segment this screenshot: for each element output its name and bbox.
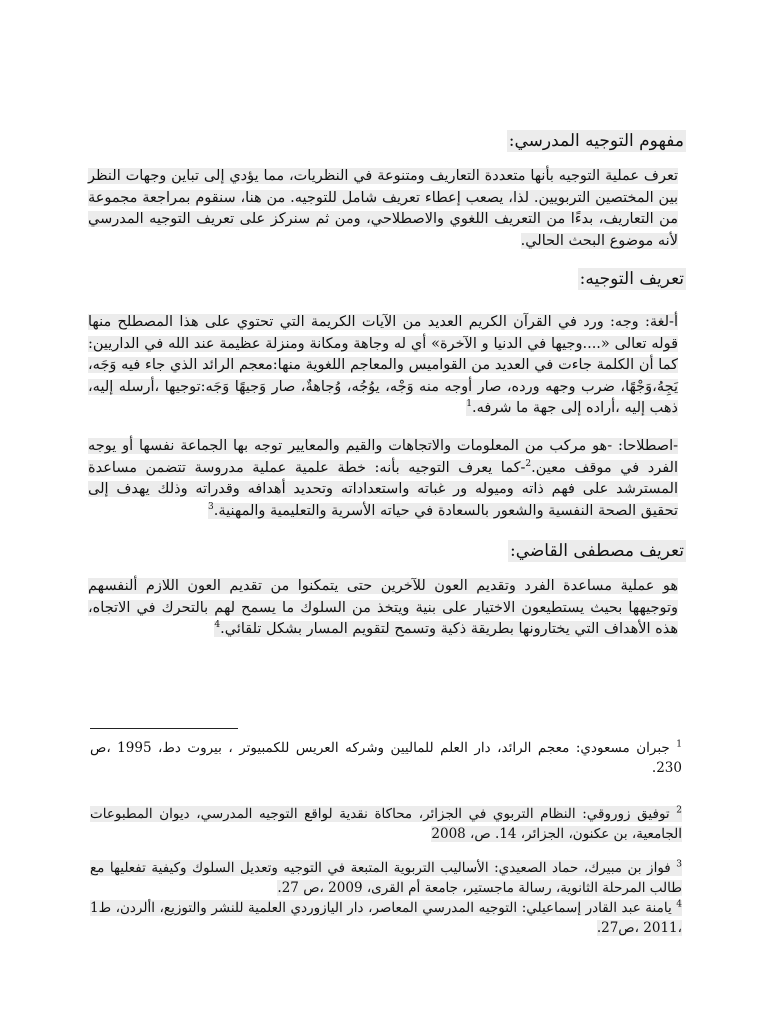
footnote-1 [90, 738, 682, 778]
footnote-number: 4 [676, 899, 683, 910]
footnote-2 [90, 804, 682, 844]
section-heading-qadi: تعريف مصطفى القاضي: [509, 541, 684, 561]
section-heading-concept: مفهوم التوجيه المدرسي: [508, 131, 684, 151]
paragraph-text: هو عملية مساعدة الفرد وتقديم العون للآخرين حتى يتمكنوا من تقديم العون اللازم ألنفسهم وتوجيهها بحيث يستطيعون الاختيار على بنية ويتخذ من السلوك ما يسمح لهم بالتحرك في الاتجاه، هذه الأهداف التي يختارونها بطريقة ذكية وتسمح لتقويم المسار بشكل تلقائي. [88, 578, 678, 638]
footnote-4 [90, 898, 682, 938]
section-heading-definition: تعريف التوجيه: [579, 269, 684, 289]
footnote-ref[interactable]: 3 [208, 501, 214, 512]
footnote-separator [90, 728, 238, 729]
footnote-3 [90, 858, 682, 898]
footnote-ref[interactable]: 2 [525, 458, 532, 469]
footnote-number: 1 [676, 739, 682, 750]
section-body-concept [88, 166, 678, 252]
paragraph-text: -كما يعرف التوجيه بأنه: خطة علمية عملية مدروسة تتضمن مساعدة المسترشد على فهم ذاته وميوله ور غباته واستعداداته وتحديد أهدافه وقدراته وذلك يهدف إلى تحقيق الصحة النفسية والشعور بالسعادة في حياته الأسرية والتعليمية والمهنية. [88, 459, 678, 519]
footnote-number: 3 [676, 859, 682, 870]
footnote-text: جبران مسعودي: معجم الرائد، دار العلم للماليين وشركه العريس للكمبيوتر ، بيروت دط، 1995 ،ص 230. [90, 740, 682, 776]
footnote-text: فواز بن مبيرك، حماد الصعيدي: الأساليب التربوية المتبعة في التوجيه وتعديل السلوك وكيفية تفعليها مع طالب المرحلة الثانوية، رسالة ماجستير، جامعة أم القرى، 2009 ،ص 27. [90, 860, 682, 896]
footnote-text: توفيق زوروقي: النظام التربوي في الجزائر، محاكاة نقدية لواقع التوجيه المدرسي، ديوان المطبوعات الجامعية، بن عكنون، الجزائر، 14. ص، 2008 [90, 806, 682, 842]
footnote-ref[interactable]: 1 [466, 399, 472, 410]
definition-linguistic [88, 312, 678, 420]
footnote-ref[interactable]: 4 [214, 620, 221, 631]
paragraph-text: أ-لغة: وجه: ورد في القرآن الكريم العديد من الآيات الكريمة التي تحتوي على هذا المصطلح منها قوله تعالى «....وجيها في الدنيا و الآخرة» أي له وجاهة ومكانة ومنزلة عظيمة عند الله في الداريين: كما أن الكلمة جاءت في العديد من القواميس والمعاجم اللغوية منها:معجم الرائد الذي جاء فيه وَجَه، يَجِهُ،وَجْهًا، ضرب وجهه ورده، صار أوجه منه وَجْه، يوُجُه، وُجاهةٌ، صار وَجيهًا وَجَه:توجيها ،أرسله إليه، ذهب إليه ،أراده إلى جهة ما شرفه. [88, 314, 678, 417]
paragraph-text: تعرف عملية التوجيه بأنها متعددة التعاريف ومتنوعة في النظريات، مما يؤدي إلى تباين وجهات النظر بين المختصين التربويين. لذا، يصعب إعطاء تعريف شامل للتوجيه. من هنا، سنقوم بمراجعة مجموعة من التعاريف، بدءًا من التعريف اللغوي والاصطلاحي، ومن ثم سنركز على تعريف التوجيه المدرسي لأنه موضوع البحث الحالي. [88, 168, 678, 249]
paragraph-text: -اصطلاحا: -هو مركب من المعلومات والاتجاهات والقيم والمعايير توجه بها الجماعة نفسها أو يوجه الفرد في موقف معين. [88, 438, 679, 476]
section-body-qadi [88, 576, 678, 641]
definition-terminological [88, 436, 678, 522]
footnote-number: 2 [676, 805, 683, 816]
footnote-text: يامنة عبد القادر إسماعيلي: التوجيه المدرسي المعاصر، دار اليازوردي العلمية للنشر والتوزيع، األردن، ط1 ،2011 ،ص27. [90, 900, 682, 936]
